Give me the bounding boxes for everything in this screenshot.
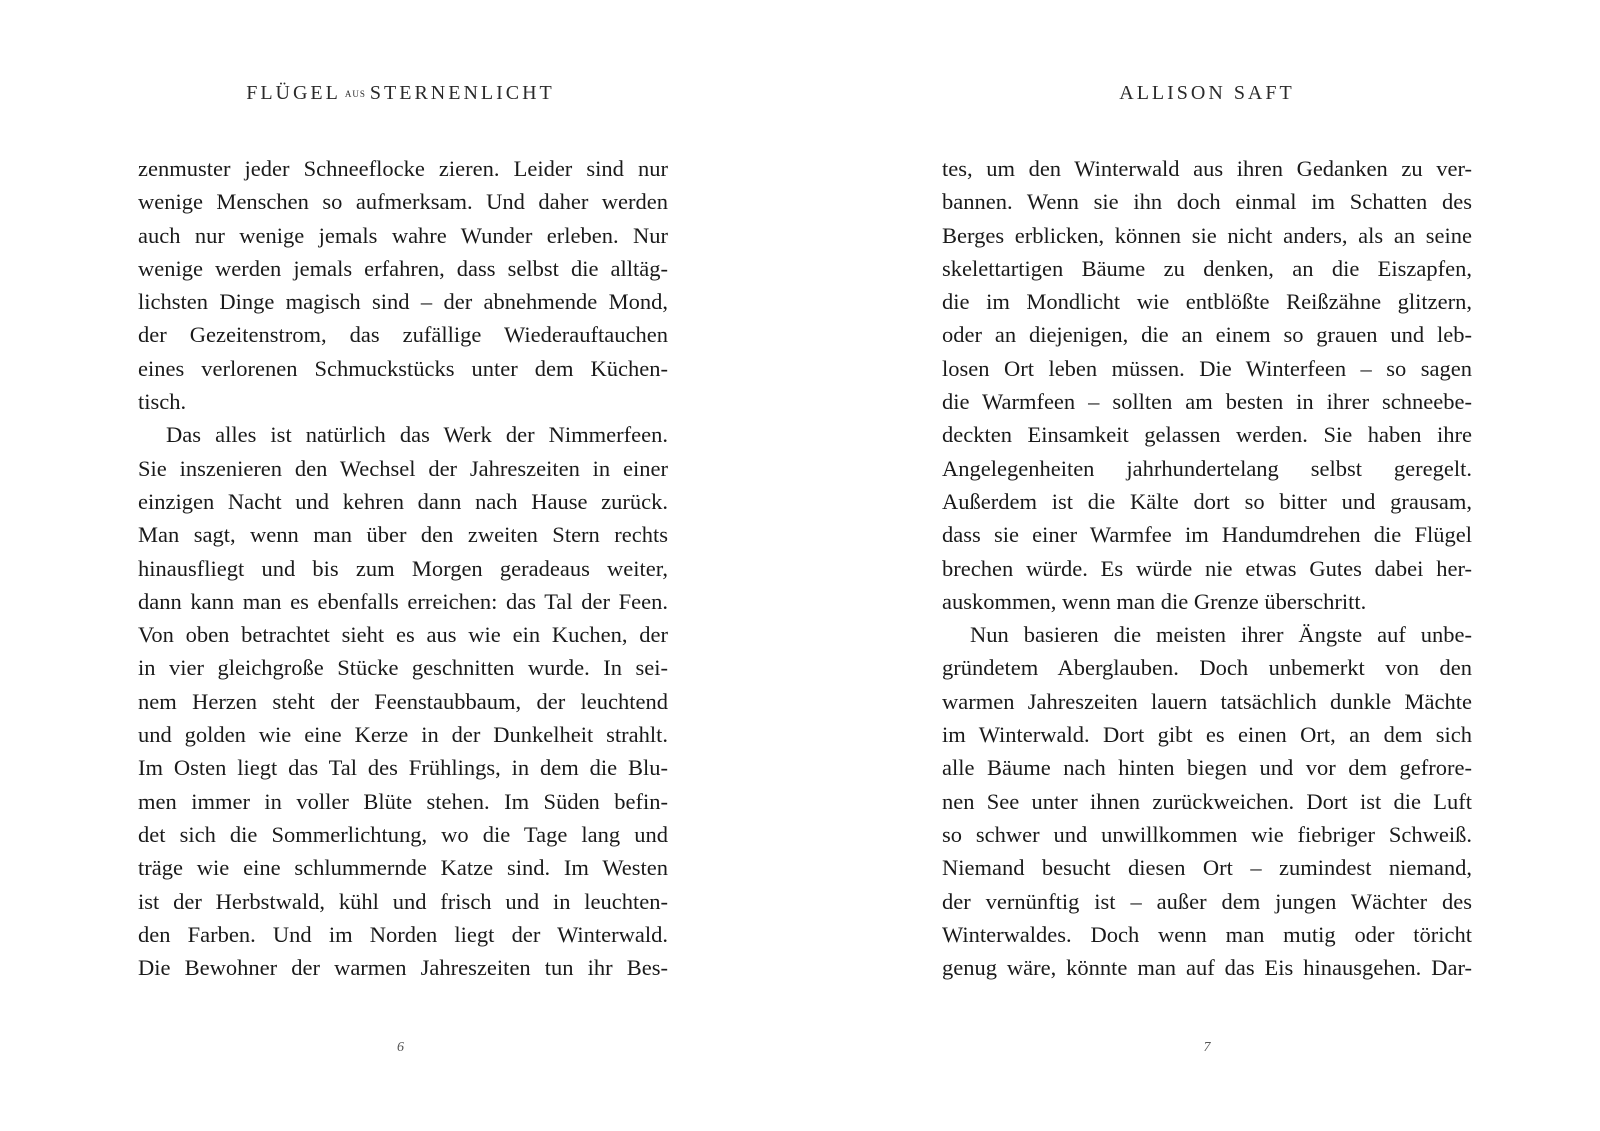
text-line (138, 452, 668, 485)
text-line-content: tisch. (138, 389, 187, 415)
text-line (942, 651, 1472, 684)
text-line (138, 951, 668, 984)
left-page (138, 0, 668, 1131)
text-line-content: träge wie eine schlummernde Katze sind. Im Westen (138, 855, 668, 881)
page-number-right: 7 (1203, 1040, 1211, 1055)
left-body-text (138, 152, 668, 984)
text-line-content: nem Herzen steht der Feenstaubbaum, der leuchtend (138, 688, 668, 714)
text-line (942, 318, 1472, 351)
text-line-content: zenmuster jeder Schneeflocke zieren. Leider sind nur (138, 156, 668, 181)
running-head-author: ALLISON SAFT (1119, 82, 1295, 104)
text-line-content: dann kann man es ebenfalls erreichen: das Tal der Feen. (138, 588, 668, 614)
text-line (942, 552, 1472, 585)
text-line-content: die Warmfeen – sollten am besten in ihrer schneebe- (942, 389, 1472, 415)
text-line-content: Berges erblicken, können sie nicht anders, als an seine (942, 222, 1472, 248)
text-line-content: Sie inszenieren den Wechsel der Jahreszeiten in einer (138, 455, 668, 481)
text-line (942, 352, 1472, 385)
right-page (942, 0, 1472, 1131)
text-line (138, 385, 668, 418)
text-line (942, 918, 1472, 951)
text-line-content: Winterwaldes. Doch wenn man mutig oder töricht (942, 921, 1472, 947)
text-line (942, 718, 1472, 751)
text-line-content: Niemand besucht diesen Ort – zumindest niemand, (942, 855, 1472, 881)
text-line-content: det sich die Sommerlichtung, wo die Tage lang und (138, 821, 668, 847)
text-line (942, 585, 1472, 618)
text-line (138, 785, 668, 818)
text-line-content: deckten Einsamkeit gelassen werden. Sie haben ihre (942, 422, 1472, 448)
text-line (942, 851, 1472, 884)
text-line-content: skelettartigen Bäume zu denken, an die Eiszapfen, (942, 255, 1472, 281)
text-line-content: Von oben betrachtet sieht es aus wie ein Kuchen, der (138, 622, 668, 648)
text-line-content: brechen würde. Es würde nie etwas Gutes dabei her- (942, 555, 1472, 581)
text-line (942, 818, 1472, 851)
text-line (942, 785, 1472, 818)
text-line (138, 252, 668, 285)
text-line (138, 585, 668, 618)
text-line (942, 885, 1472, 918)
text-line-content: nen See unter ihnen zurückweichen. Dort ist die Luft (942, 788, 1472, 814)
text-line-content: warmen Jahreszeiten lauern tatsächlich dunkle Mächte (942, 688, 1472, 714)
text-line-content: alle Bäume nach hinten biegen und vor dem gefrore- (942, 755, 1472, 781)
text-line (138, 318, 668, 351)
text-line (138, 918, 668, 951)
text-line (942, 418, 1472, 451)
text-line (942, 751, 1472, 784)
text-line-content: men immer in voller Blüte stehen. Im Süden befin- (138, 788, 668, 814)
text-line-content: Man sagt, wenn man über den zweiten Stern rechts (138, 522, 668, 548)
text-line-content: in vier gleichgroße Stücke geschnitten wurde. In sei- (138, 655, 668, 681)
text-line (138, 818, 668, 851)
text-line-content: einzigen Nacht und kehren dann nach Hause zurück. (138, 488, 668, 514)
text-line-content: dass sie einer Warmfee im Handumdrehen die Flügel (942, 522, 1472, 548)
text-line (138, 485, 668, 518)
text-line (138, 618, 668, 651)
text-line-content: auskommen, wenn man die Grenze überschritt. (942, 588, 1367, 614)
text-line (138, 552, 668, 585)
text-line (942, 285, 1472, 318)
text-line (942, 385, 1472, 418)
text-line (138, 851, 668, 884)
text-line (138, 285, 668, 318)
text-line (138, 885, 668, 918)
text-line-content: genug wäre, könnte man auf das Eis hinausgehen. Dar- (942, 955, 1472, 981)
text-line-content: wenige Menschen so aufmerksam. Und daher werden (138, 189, 668, 215)
text-line-content: losen Ort leben müssen. Die Winterfeen – so sagen (942, 355, 1472, 381)
text-line-content: Die Bewohner der warmen Jahreszeiten tun ihr Bes- (138, 955, 668, 981)
text-line-content: Nun basieren die meisten ihrer Ängste auf unbe- (970, 622, 1472, 648)
text-line (138, 718, 668, 751)
right-body-text (942, 152, 1472, 984)
text-line-content: Im Osten liegt das Tal des Frühlings, in dem die Blu- (138, 755, 668, 781)
text-line (942, 618, 1472, 651)
running-head-title-part1: FLÜGEL (246, 82, 341, 104)
text-line (942, 485, 1472, 518)
running-head-book-title (138, 81, 663, 106)
text-line-content: der vernünftig ist – außer dem jungen Wächter des (942, 888, 1472, 914)
page-number-left: 6 (397, 1040, 404, 1055)
text-line (138, 685, 668, 718)
text-line-content: Das alles ist natürlich das Werk der Nimmerfeen. (166, 422, 668, 448)
text-line (942, 219, 1472, 252)
text-line (942, 685, 1472, 718)
text-line-content: lichsten Dinge magisch sind – der abnehmende Mond, (138, 289, 668, 315)
text-line (138, 185, 668, 218)
text-line (942, 252, 1472, 285)
text-line (138, 518, 668, 551)
text-line (138, 152, 668, 185)
text-line-content: so schwer und unwillkommen wie fiebriger Schweiß. (942, 821, 1472, 847)
text-line (942, 152, 1472, 185)
text-line-content: eines verlorenen Schmuckstücks unter dem Küchen- (138, 355, 668, 381)
text-line (942, 951, 1472, 984)
text-line (138, 352, 668, 385)
running-head-title-small: AUS (344, 89, 366, 99)
text-line-content: bannen. Wenn sie ihn doch einmal im Schatten des (942, 189, 1472, 215)
text-line (138, 418, 668, 451)
text-line-content: Außerdem ist die Kälte dort so bitter und grausam, (942, 488, 1472, 514)
text-line (942, 185, 1472, 218)
running-head-title-part2: STERNENLICHT (369, 82, 555, 104)
text-line (138, 219, 668, 252)
text-line-content: der Gezeitenstrom, das zufällige Wiederauftauchen (138, 322, 668, 348)
text-line-content: die im Mondlicht wie entblößte Reißzähne glitzern, (942, 289, 1472, 315)
text-line-content: auch nur wenige jemals wahre Wunder erleben. Nur (138, 222, 668, 248)
text-line (138, 751, 668, 784)
text-line-content: oder an diejenigen, die an einem so grauen und leb- (942, 322, 1472, 348)
text-line-content: den Farben. Und im Norden liegt der Winterwald. (138, 921, 668, 947)
text-line-content: Angelegenheiten jahrhundertelang selbst geregelt. (942, 455, 1472, 481)
text-line-content: im Winterwald. Dort gibt es einen Ort, an dem sich (942, 722, 1472, 748)
text-line (942, 452, 1472, 485)
text-line-content: gründetem Aberglauben. Doch unbemerkt von den (942, 655, 1472, 681)
text-line-content: ist der Herbstwald, kühl und frisch und in leuchten- (138, 888, 668, 914)
text-line (138, 651, 668, 684)
text-line-content: hinausfliegt und bis zum Morgen geradeaus weiter, (138, 555, 668, 581)
text-line-content: wenige werden jemals erfahren, dass selbst die alltäg- (138, 255, 668, 281)
text-line (942, 518, 1472, 551)
text-line-content: und golden wie eine Kerze in der Dunkelheit strahlt. (138, 722, 668, 748)
text-line-content: tes, um den Winterwald aus ihren Gedanken zu ver- (942, 156, 1472, 181)
